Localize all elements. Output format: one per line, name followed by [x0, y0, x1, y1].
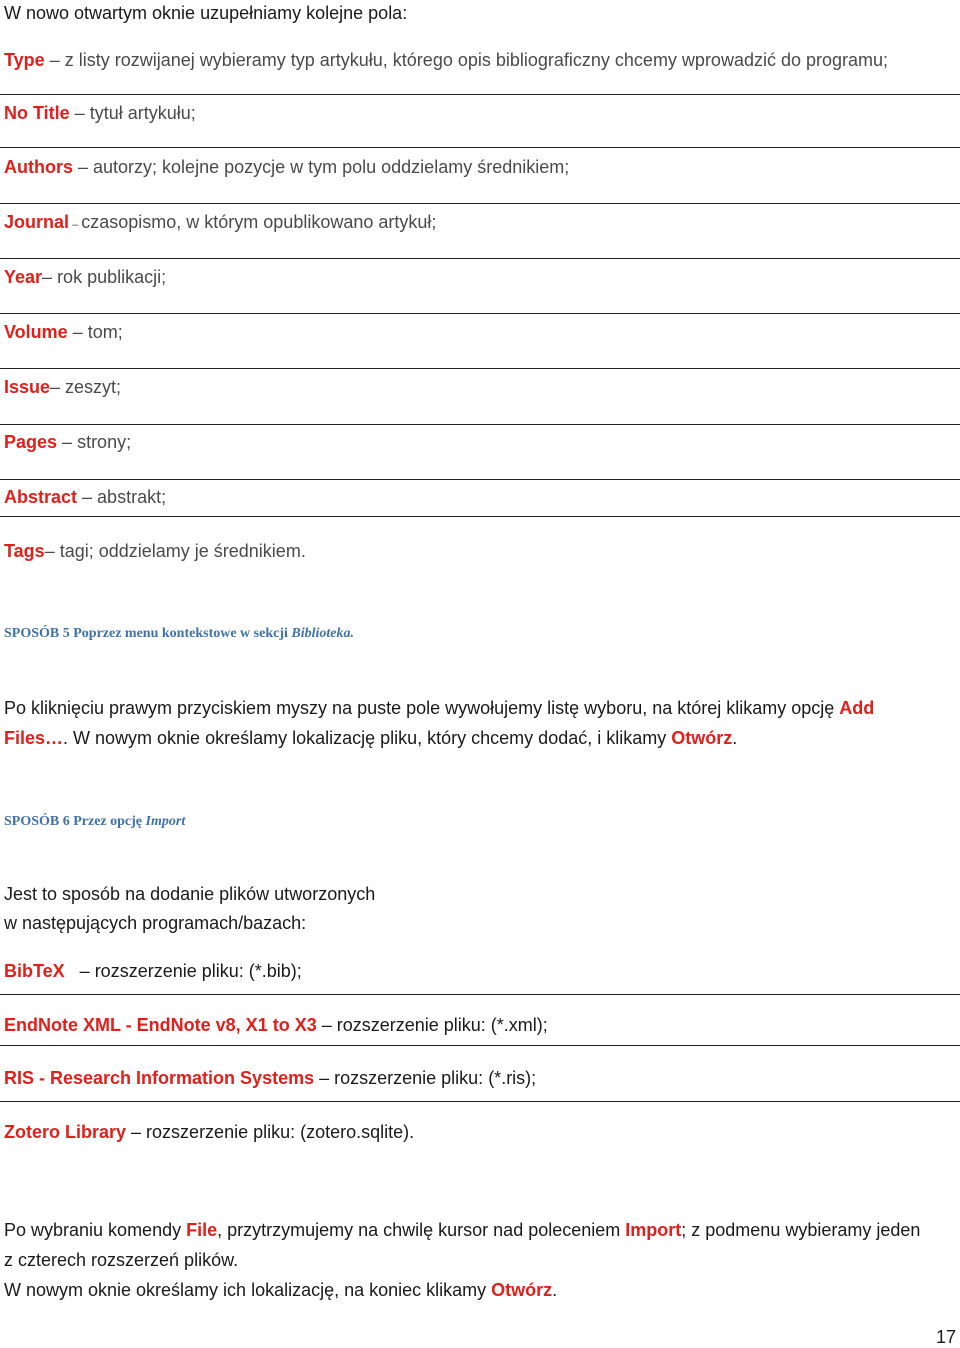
divider [0, 479, 960, 480]
format-ris [4, 1067, 536, 1089]
add-files-term: Add Files… [4, 698, 875, 748]
format-term: RIS - Research Information Systems [4, 1068, 315, 1088]
field-authors [4, 156, 569, 178]
divider [0, 368, 960, 369]
format-term: BibTeX [4, 961, 65, 981]
format-sep: – [126, 1122, 147, 1142]
format-sep: – [64, 961, 95, 981]
format-term: Zotero Library [4, 1122, 127, 1142]
field-term: Abstract [4, 487, 78, 507]
section6-last-paragraph [4, 1275, 557, 1305]
file-term: File [186, 1220, 218, 1240]
field-term: Pages [4, 432, 58, 452]
field-desc: tom; [87, 322, 123, 342]
field-desc: abstrakt; [97, 487, 167, 507]
format-desc: rozszerzenie pliku: (*.ris); [334, 1068, 537, 1088]
page-number: 17 [935, 1327, 956, 1347]
field-issue [4, 376, 121, 398]
section5-text-2: . W nowym oknie określamy lokalizację pliku, który chcemy dodać, i klikamy [63, 728, 672, 748]
field-sep: – [50, 377, 66, 397]
divider [0, 258, 960, 259]
field-no-title [4, 102, 196, 124]
format-term: EndNote XML - EndNote v8, X1 to X3 [4, 1015, 317, 1035]
intro-text: W nowo otwartym oknie uzupełniamy kolejne pola: [4, 3, 408, 23]
divider [0, 147, 960, 148]
import-term: Import [625, 1220, 682, 1240]
section6-intro-1: Jest to sposób na dodanie plików utworzonych [4, 884, 376, 904]
divider [0, 1045, 960, 1046]
field-term: Year [4, 267, 43, 287]
divider [0, 994, 960, 995]
section6-intro-2: w następujących programach/bazach: [4, 913, 307, 933]
field-term: Issue [4, 377, 51, 397]
last-text-2: . [552, 1280, 558, 1300]
section6-heading-italic: Import [145, 814, 186, 829]
format-sep: – [314, 1068, 335, 1088]
field-sep: – [44, 541, 60, 561]
field-sep: – [77, 487, 98, 507]
field-sep: – [69, 219, 82, 231]
divider [0, 424, 960, 425]
field-sep: – [42, 267, 58, 287]
field-sep: – [69, 103, 90, 123]
field-sep: – [44, 50, 65, 70]
format-sep: – [316, 1015, 337, 1035]
format-bibtex [4, 960, 302, 982]
field-sep: – [57, 432, 78, 452]
field-desc: tytuł artykułu; [89, 103, 196, 123]
field-term: Authors [4, 157, 73, 177]
section6-heading-text: SPOSÓB 6 Przez opcję [4, 814, 146, 829]
section5-heading [4, 625, 354, 643]
format-desc: rozszerzenie pliku: (*.xml); [336, 1015, 548, 1035]
field-term: Type [4, 50, 45, 70]
final-text-1: Po wybraniu komendy [4, 1220, 187, 1240]
field-desc: autorzy; kolejne pozycje w tym polu oddzielamy średnikiem; [93, 157, 570, 177]
field-term: No Title [4, 103, 70, 123]
final-text-2: , przytrzymujemy na chwilę kursor nad poleceniem [217, 1220, 626, 1240]
divider [0, 516, 960, 517]
field-year [4, 266, 166, 288]
field-desc: tagi; oddzielamy je średnikiem. [59, 541, 306, 561]
section5-paragraph [4, 693, 934, 753]
field-volume [4, 321, 123, 343]
otworz-term: Otwórz [491, 1280, 553, 1300]
format-desc: rozszerzenie pliku: (zotero.sqlite). [146, 1122, 415, 1142]
field-sep: – [67, 322, 88, 342]
field-desc: z listy rozwijanej wybieramy typ artykułu, którego opis bibliograficzny chcemy wprowadzić do programu; [64, 50, 889, 70]
section5-text-3: . [732, 728, 738, 748]
otworz-term: Otwórz [671, 728, 733, 748]
format-desc: rozszerzenie pliku: (*.bib); [94, 961, 302, 981]
divider [0, 94, 960, 95]
field-desc: czasopismo, w którym opublikowano artykuł; [81, 212, 437, 232]
final-text-3: ; z podmenu wybieramy jeden z czterech rozszerzeń plików. [4, 1220, 921, 1270]
field-desc: zeszyt; [65, 377, 122, 397]
divider [0, 313, 960, 314]
section6-final-paragraph [4, 1215, 934, 1275]
field-desc: rok publikacji; [57, 267, 167, 287]
field-term: Volume [4, 322, 68, 342]
format-endnote [4, 1014, 548, 1036]
field-sep: – [73, 157, 94, 177]
field-tags [4, 540, 306, 562]
divider [0, 1101, 960, 1102]
field-desc: strony; [77, 432, 132, 452]
field-type [4, 49, 888, 71]
field-pages [4, 431, 131, 453]
last-text-1: W nowym oknie określamy ich lokalizację, na koniec klikamy [4, 1280, 492, 1300]
section5-text-1: Po kliknięciu prawym przyciskiem myszy na puste pole wywołujemy listę wyboru, na której klikamy opcję [4, 698, 840, 718]
section5-heading-italic: Biblioteka. [291, 626, 355, 641]
field-abstract [4, 486, 166, 508]
field-term: Tags [4, 541, 45, 561]
section6-heading [4, 813, 185, 831]
field-journal [4, 211, 436, 236]
section5-heading-text: SPOSÓB 5 Poprzez menu kontekstowe w sekcji [4, 626, 292, 641]
divider [0, 203, 960, 204]
format-zotero [4, 1121, 414, 1143]
field-term: Journal [4, 212, 70, 232]
